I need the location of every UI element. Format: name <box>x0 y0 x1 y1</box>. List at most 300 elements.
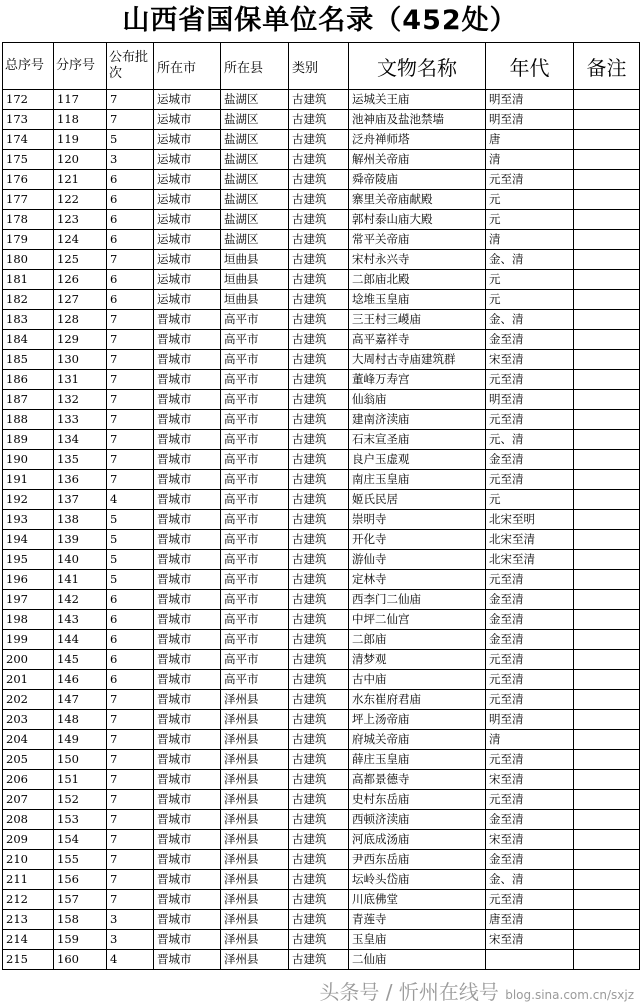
table-row <box>3 850 640 870</box>
cell-era: 宋至清 <box>486 350 574 370</box>
cell-batch: 5 <box>107 510 154 530</box>
cell-city: 晋城市 <box>154 450 221 470</box>
table-row <box>3 710 640 730</box>
cell-name: 游仙寺 <box>349 550 486 570</box>
cell-notes <box>574 870 640 890</box>
cell-name: 开化寺 <box>349 530 486 550</box>
cell-total-no: 208 <box>3 810 54 830</box>
cell-total-no: 200 <box>3 650 54 670</box>
cell-category: 古建筑 <box>289 650 349 670</box>
cell-category: 古建筑 <box>289 750 349 770</box>
cell-county: 垣曲县 <box>221 290 289 310</box>
header-city: 所在市 <box>154 43 221 90</box>
table-row <box>3 590 640 610</box>
table-row <box>3 210 640 230</box>
table-row <box>3 810 640 830</box>
cell-name: 河底成汤庙 <box>349 830 486 850</box>
cell-sub-no: 127 <box>54 290 107 310</box>
cell-era: 元至清 <box>486 750 574 770</box>
cell-batch: 7 <box>107 450 154 470</box>
cell-county: 泽州县 <box>221 690 289 710</box>
cell-total-no: 191 <box>3 470 54 490</box>
cell-era: 元 <box>486 190 574 210</box>
cell-city: 运城市 <box>154 90 221 110</box>
cell-batch: 7 <box>107 890 154 910</box>
cell-sub-no: 131 <box>54 370 107 390</box>
table-row <box>3 230 640 250</box>
cell-city: 晋城市 <box>154 430 221 450</box>
cell-name: 寨里关帝庙献殿 <box>349 190 486 210</box>
cell-total-no: 215 <box>3 950 54 970</box>
cell-sub-no: 133 <box>54 410 107 430</box>
cell-notes <box>574 350 640 370</box>
cell-category: 古建筑 <box>289 290 349 310</box>
cell-era: 元至清 <box>486 670 574 690</box>
cell-batch: 7 <box>107 470 154 490</box>
cell-name: 二郎庙 <box>349 630 486 650</box>
table-row <box>3 370 640 390</box>
cell-total-no: 184 <box>3 330 54 350</box>
cell-era: 元 <box>486 210 574 230</box>
cell-name: 三王村三嵕庙 <box>349 310 486 330</box>
table-row <box>3 430 640 450</box>
cell-batch: 6 <box>107 610 154 630</box>
cell-city: 晋城市 <box>154 350 221 370</box>
cell-notes <box>574 390 640 410</box>
cell-notes <box>574 430 640 450</box>
cell-notes <box>574 150 640 170</box>
cell-city: 晋城市 <box>154 410 221 430</box>
cell-notes <box>574 670 640 690</box>
table-row <box>3 650 640 670</box>
cell-name: 古中庙 <box>349 670 486 690</box>
cell-city: 晋城市 <box>154 550 221 570</box>
cell-category: 古建筑 <box>289 710 349 730</box>
cell-era: 北宋至明 <box>486 510 574 530</box>
cell-city: 晋城市 <box>154 630 221 650</box>
cell-notes <box>574 770 640 790</box>
cell-sub-no: 123 <box>54 210 107 230</box>
cell-sub-no: 147 <box>54 690 107 710</box>
cell-notes <box>574 450 640 470</box>
cell-notes <box>574 330 640 350</box>
cell-category: 古建筑 <box>289 250 349 270</box>
cell-sub-no: 146 <box>54 670 107 690</box>
cell-name: 泛舟禅师塔 <box>349 130 486 150</box>
cell-city: 晋城市 <box>154 690 221 710</box>
cell-batch: 7 <box>107 350 154 370</box>
cell-batch: 7 <box>107 750 154 770</box>
cell-era: 宋至清 <box>486 830 574 850</box>
cell-name: 高都景德寺 <box>349 770 486 790</box>
cell-name: 定林寺 <box>349 570 486 590</box>
cell-name: 姬氏民居 <box>349 490 486 510</box>
table-row <box>3 90 640 110</box>
cell-batch: 7 <box>107 410 154 430</box>
cell-era: 清 <box>486 150 574 170</box>
cell-name: 府城关帝庙 <box>349 730 486 750</box>
cell-category: 古建筑 <box>289 430 349 450</box>
cell-city: 晋城市 <box>154 310 221 330</box>
watermark-main: 头条号 / 忻州在线号 <box>319 980 499 1004</box>
cell-name: 大周村古寺庙建筑群 <box>349 350 486 370</box>
cell-county: 高平市 <box>221 590 289 610</box>
page-title: 山西省国保单位名录（452处） <box>122 5 518 36</box>
cell-notes <box>574 370 640 390</box>
table-row <box>3 170 640 190</box>
cell-sub-no: 130 <box>54 350 107 370</box>
cell-city: 运城市 <box>154 210 221 230</box>
cell-total-no: 202 <box>3 690 54 710</box>
cell-total-no: 180 <box>3 250 54 270</box>
cell-batch: 6 <box>107 590 154 610</box>
cell-era: 宋至清 <box>486 770 574 790</box>
table-row <box>3 450 640 470</box>
cell-batch: 5 <box>107 550 154 570</box>
cell-era: 明至清 <box>486 110 574 130</box>
cell-county: 盐湖区 <box>221 230 289 250</box>
cell-batch: 3 <box>107 150 154 170</box>
cell-county: 盐湖区 <box>221 210 289 230</box>
cell-sub-no: 137 <box>54 490 107 510</box>
table-row <box>3 410 640 430</box>
table-row <box>3 950 640 970</box>
cell-total-no: 192 <box>3 490 54 510</box>
cell-county: 泽州县 <box>221 770 289 790</box>
cell-sub-no: 148 <box>54 710 107 730</box>
cell-batch: 7 <box>107 850 154 870</box>
cell-total-no: 187 <box>3 390 54 410</box>
cell-batch: 7 <box>107 810 154 830</box>
cell-batch: 7 <box>107 390 154 410</box>
cell-batch: 6 <box>107 170 154 190</box>
cell-county: 高平市 <box>221 570 289 590</box>
cell-county: 高平市 <box>221 410 289 430</box>
cell-notes <box>574 590 640 610</box>
cell-total-no: 203 <box>3 710 54 730</box>
cell-sub-no: 120 <box>54 150 107 170</box>
cell-sub-no: 129 <box>54 330 107 350</box>
cell-batch: 6 <box>107 630 154 650</box>
cell-notes <box>574 410 640 430</box>
cell-county: 高平市 <box>221 670 289 690</box>
cell-batch: 4 <box>107 490 154 510</box>
header-era: 年代 <box>486 43 574 90</box>
cell-batch: 7 <box>107 370 154 390</box>
cell-category: 古建筑 <box>289 830 349 850</box>
cell-batch: 7 <box>107 110 154 130</box>
cell-total-no: 201 <box>3 670 54 690</box>
cell-notes <box>574 90 640 110</box>
cell-era: 元 <box>486 490 574 510</box>
table-row <box>3 250 640 270</box>
cell-sub-no: 155 <box>54 850 107 870</box>
cell-batch: 7 <box>107 870 154 890</box>
cell-batch: 5 <box>107 130 154 150</box>
table-row <box>3 790 640 810</box>
watermark <box>319 976 634 1005</box>
cell-batch: 4 <box>107 950 154 970</box>
cell-era: 清 <box>486 230 574 250</box>
table-row <box>3 350 640 370</box>
cell-total-no: 205 <box>3 750 54 770</box>
cell-name: 良户玉虚观 <box>349 450 486 470</box>
cell-sub-no: 124 <box>54 230 107 250</box>
cell-batch: 7 <box>107 710 154 730</box>
header-category: 类别 <box>289 43 349 90</box>
cell-county: 垣曲县 <box>221 250 289 270</box>
cell-name: 南庄玉皇庙 <box>349 470 486 490</box>
table-row <box>3 930 640 950</box>
cell-category: 古建筑 <box>289 170 349 190</box>
cell-total-no: 194 <box>3 530 54 550</box>
cell-city: 晋城市 <box>154 570 221 590</box>
cell-notes <box>574 310 640 330</box>
cell-sub-no: 149 <box>54 730 107 750</box>
cell-city: 晋城市 <box>154 830 221 850</box>
cell-era: 元至清 <box>486 410 574 430</box>
cell-city: 晋城市 <box>154 390 221 410</box>
cell-total-no: 190 <box>3 450 54 470</box>
cell-era: 元至清 <box>486 570 574 590</box>
cell-county: 泽州县 <box>221 890 289 910</box>
cell-name: 建南济渎庙 <box>349 410 486 430</box>
cell-county: 盐湖区 <box>221 150 289 170</box>
cell-batch: 7 <box>107 830 154 850</box>
cell-county: 高平市 <box>221 610 289 630</box>
cell-category: 古建筑 <box>289 410 349 430</box>
cell-era <box>486 950 574 970</box>
cell-city: 晋城市 <box>154 530 221 550</box>
table-row <box>3 870 640 890</box>
cell-notes <box>574 630 640 650</box>
cell-era: 元至清 <box>486 470 574 490</box>
cell-city: 运城市 <box>154 250 221 270</box>
cell-notes <box>574 730 640 750</box>
cell-era: 金至清 <box>486 630 574 650</box>
cell-category: 古建筑 <box>289 310 349 330</box>
cell-notes <box>574 110 640 130</box>
header-total-no: 总序号 <box>3 43 54 90</box>
cell-sub-no: 136 <box>54 470 107 490</box>
cell-city: 晋城市 <box>154 910 221 930</box>
cell-notes <box>574 930 640 950</box>
cell-category: 古建筑 <box>289 90 349 110</box>
cell-county: 泽州县 <box>221 830 289 850</box>
cell-name: 崇明寺 <box>349 510 486 530</box>
cell-name: 舜帝陵庙 <box>349 170 486 190</box>
cell-total-no: 183 <box>3 310 54 330</box>
cell-total-no: 179 <box>3 230 54 250</box>
cell-city: 晋城市 <box>154 710 221 730</box>
cell-name: 郭村泰山庙大殿 <box>349 210 486 230</box>
cell-category: 古建筑 <box>289 210 349 230</box>
cell-batch: 7 <box>107 430 154 450</box>
cell-city: 运城市 <box>154 130 221 150</box>
cell-city: 晋城市 <box>154 770 221 790</box>
cell-era: 元至清 <box>486 650 574 670</box>
cell-total-no: 195 <box>3 550 54 570</box>
cell-name: 宋村永兴寺 <box>349 250 486 270</box>
cell-era: 北宋至清 <box>486 550 574 570</box>
cell-county: 高平市 <box>221 430 289 450</box>
cell-city: 晋城市 <box>154 810 221 830</box>
cell-category: 古建筑 <box>289 130 349 150</box>
cell-total-no: 210 <box>3 850 54 870</box>
cell-notes <box>574 890 640 910</box>
cell-city: 晋城市 <box>154 750 221 770</box>
cell-county: 泽州县 <box>221 910 289 930</box>
cell-category: 古建筑 <box>289 530 349 550</box>
table-row <box>3 510 640 530</box>
cell-county: 高平市 <box>221 370 289 390</box>
cell-name: 中坪二仙宫 <box>349 610 486 630</box>
cell-city: 运城市 <box>154 270 221 290</box>
cell-notes <box>574 510 640 530</box>
cell-notes <box>574 710 640 730</box>
cell-notes <box>574 550 640 570</box>
cell-name: 仙翁庙 <box>349 390 486 410</box>
cell-county: 高平市 <box>221 310 289 330</box>
cell-category: 古建筑 <box>289 330 349 350</box>
cell-sub-no: 152 <box>54 790 107 810</box>
cell-category: 古建筑 <box>289 630 349 650</box>
cell-county: 高平市 <box>221 350 289 370</box>
cell-batch: 6 <box>107 270 154 290</box>
cell-category: 古建筑 <box>289 190 349 210</box>
cell-era: 元 <box>486 270 574 290</box>
cell-category: 古建筑 <box>289 910 349 930</box>
cell-category: 古建筑 <box>289 950 349 970</box>
cell-batch: 7 <box>107 250 154 270</box>
cell-batch: 7 <box>107 310 154 330</box>
cell-sub-no: 160 <box>54 950 107 970</box>
cell-batch: 5 <box>107 530 154 550</box>
cell-county: 泽州县 <box>221 790 289 810</box>
cell-total-no: 196 <box>3 570 54 590</box>
cell-category: 古建筑 <box>289 470 349 490</box>
cell-name: 池神庙及盐池禁墙 <box>349 110 486 130</box>
cell-notes <box>574 950 640 970</box>
cell-era: 金、清 <box>486 870 574 890</box>
cell-city: 晋城市 <box>154 490 221 510</box>
cell-notes <box>574 290 640 310</box>
cell-sub-no: 126 <box>54 270 107 290</box>
cell-county: 高平市 <box>221 330 289 350</box>
cell-era: 元至清 <box>486 170 574 190</box>
cell-era: 元至清 <box>486 790 574 810</box>
cell-era: 元至清 <box>486 370 574 390</box>
cell-total-no: 214 <box>3 930 54 950</box>
cell-notes <box>574 530 640 550</box>
cell-county: 泽州县 <box>221 930 289 950</box>
cell-county: 高平市 <box>221 450 289 470</box>
cell-sub-no: 142 <box>54 590 107 610</box>
cell-sub-no: 132 <box>54 390 107 410</box>
cell-category: 古建筑 <box>289 150 349 170</box>
cell-name: 埝堆玉皇庙 <box>349 290 486 310</box>
cell-total-no: 174 <box>3 130 54 150</box>
cell-notes <box>574 490 640 510</box>
cell-city: 晋城市 <box>154 330 221 350</box>
cell-name: 二仙庙 <box>349 950 486 970</box>
table-row <box>3 470 640 490</box>
cell-sub-no: 121 <box>54 170 107 190</box>
cell-sub-no: 144 <box>54 630 107 650</box>
cell-era: 金至清 <box>486 590 574 610</box>
header-notes: 备注 <box>574 43 640 90</box>
cell-batch: 7 <box>107 90 154 110</box>
cell-total-no: 181 <box>3 270 54 290</box>
table-row <box>3 110 640 130</box>
cell-county: 高平市 <box>221 550 289 570</box>
cell-name: 青莲寺 <box>349 910 486 930</box>
cell-category: 古建筑 <box>289 550 349 570</box>
cell-total-no: 188 <box>3 410 54 430</box>
cell-county: 泽州县 <box>221 730 289 750</box>
cell-era: 明至清 <box>486 390 574 410</box>
cell-category: 古建筑 <box>289 230 349 250</box>
cell-county: 垣曲县 <box>221 270 289 290</box>
cell-total-no: 185 <box>3 350 54 370</box>
cell-name: 二郎庙北殿 <box>349 270 486 290</box>
cell-total-no: 172 <box>3 90 54 110</box>
cell-category: 古建筑 <box>289 730 349 750</box>
cell-sub-no: 128 <box>54 310 107 330</box>
cell-county: 盐湖区 <box>221 170 289 190</box>
cell-sub-no: 118 <box>54 110 107 130</box>
cell-total-no: 193 <box>3 510 54 530</box>
cell-category: 古建筑 <box>289 610 349 630</box>
cell-batch: 7 <box>107 790 154 810</box>
table-row <box>3 750 640 770</box>
cell-city: 运城市 <box>154 190 221 210</box>
cell-county: 泽州县 <box>221 850 289 870</box>
cell-name: 水东崔府君庙 <box>349 690 486 710</box>
cell-era: 金至清 <box>486 610 574 630</box>
cell-city: 晋城市 <box>154 930 221 950</box>
cell-sub-no: 119 <box>54 130 107 150</box>
table-row <box>3 150 640 170</box>
header-county: 所在县 <box>221 43 289 90</box>
cell-name: 川底佛堂 <box>349 890 486 910</box>
cell-sub-no: 158 <box>54 910 107 930</box>
cell-era: 元至清 <box>486 890 574 910</box>
cell-notes <box>574 190 640 210</box>
cell-category: 古建筑 <box>289 810 349 830</box>
cell-batch: 7 <box>107 330 154 350</box>
table-row <box>3 630 640 650</box>
cell-county: 泽州县 <box>221 750 289 770</box>
cell-county: 泽州县 <box>221 710 289 730</box>
table-row <box>3 330 640 350</box>
table-row <box>3 530 640 550</box>
cell-era: 金至清 <box>486 450 574 470</box>
table-row <box>3 830 640 850</box>
table-row <box>3 770 640 790</box>
cell-name: 坛岭头岱庙 <box>349 870 486 890</box>
cell-sub-no: 151 <box>54 770 107 790</box>
cell-total-no: 213 <box>3 910 54 930</box>
cell-total-no: 175 <box>3 150 54 170</box>
cell-city: 晋城市 <box>154 890 221 910</box>
cell-name: 西顿济渎庙 <box>349 810 486 830</box>
table-row <box>3 890 640 910</box>
cell-category: 古建筑 <box>289 890 349 910</box>
cell-batch: 6 <box>107 650 154 670</box>
cell-era: 元、清 <box>486 430 574 450</box>
cell-notes <box>574 810 640 830</box>
